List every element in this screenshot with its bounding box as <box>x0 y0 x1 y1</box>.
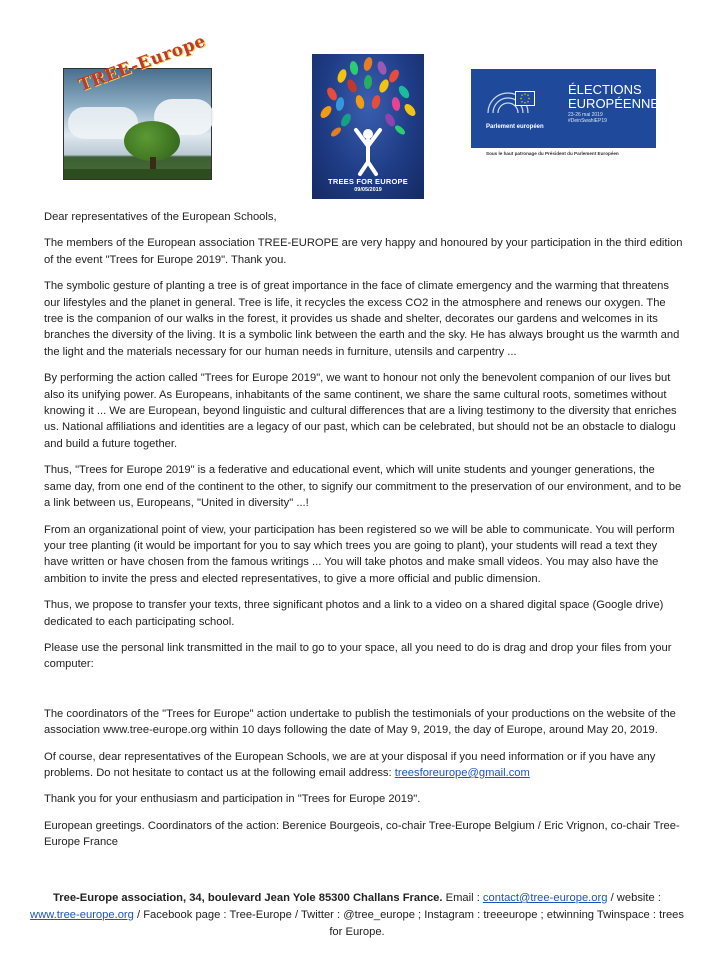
tree-of-leaves-icon <box>312 54 424 179</box>
ground-shape <box>64 169 211 179</box>
tree-europe-logo <box>63 31 212 180</box>
european-elections-banner <box>471 69 668 148</box>
elections-title <box>568 83 668 111</box>
footer-email-link[interactable]: contact@tree-europe.org <box>482 892 608 904</box>
logo2-date: 09/05/2019 <box>354 187 382 193</box>
elections-hashtag: #DeinSwahlEP19 <box>568 118 607 124</box>
paragraph: The symbolic gesture of planting a tree is of great importance in the face of climate emergency and the warming that threatens our lifestyles and the planet in general. Tree is life, it recycles the excess CO2 in the atmosphere and renews our oxygen. The tree is the companion of our walks in the forest, it provides us shade and shelter, decorates our gardens and welcomes in its branches the diversity of the living. It is a symbolic link between the earth and the sky. He has always brought us the warmth and the light and the materials necessary for our human needs in furniture, utensils and carpentry ... <box>44 280 680 358</box>
coordinators-paragraph: The coordinators of the "Trees for Europe" action undertake to publish the testimonials of your productions on the website of the association www.tree-europe.org within 10 days following the date of May 9, 2019, the day of Europe, around May 20, 2019. <box>44 707 676 737</box>
contact-text: Of course, dear representatives of the European Schools, we are at your disposal if you need information or if you have any problems. Do not hesitate to contact us at the following email address: <box>44 750 656 779</box>
contact-email-link[interactable]: treesforeurope@gmail.com <box>394 766 530 779</box>
tree-trunk-icon <box>150 157 156 169</box>
salutation: Dear representatives of the European Schools, <box>44 211 277 223</box>
elections-line1: ÉLECTIONS <box>568 82 642 97</box>
eu-flag-icon <box>515 91 535 106</box>
contact-paragraph <box>44 749 684 782</box>
footer-website-label: / website : <box>610 892 661 904</box>
greetings-line: European greetings. Coordinators of the action: Berenice Bourgeois, co-chair Tree-Europe Belgium / Eric Vrignon, co-chair Tree-Europe France <box>44 819 680 849</box>
logo2-title: TREES FOR EUROPE <box>328 177 408 186</box>
footer-email-label: Email : <box>445 892 480 904</box>
elections-line2: EUROPÉENNES <box>568 96 668 111</box>
elections-dates <box>568 112 607 124</box>
letter-body <box>44 209 684 851</box>
patronage-caption: Sous le haut patronage du Président du Parlement Européen <box>486 151 619 156</box>
footer-social-text: / Facebook page : Tree-Europe / Twitter : @tree_europe ; Instagram : treeeurope ; etwinning Twinspace : trees for Europe. <box>136 909 684 938</box>
paragraph: From an organizational point of view, your participation has been registered so we will be able to communicate. You will perform your tree planting (it would be important for you to say which trees you are going to plant), your students will read a text they have written or have chosen from the famous writings ... You will take photos and make small videos. You may also have the ambition to invite the press and elected representatives, to give a more official and public dimension. <box>44 523 675 585</box>
thanks-line: Thank you for your enthusiasm and participation in "Trees for Europe 2019". <box>44 793 421 806</box>
logo-title: TREE-Europe <box>76 31 209 96</box>
paragraph: By performing the action called "Trees for Europe 2019", we want to honour not only the benevolent companion of our lives but also its unifying power. As Europeans, inhabitants of the same continent, we share the same cultural roots, sometimes without knowing it ... We are European, beyond linguistic and cultural differences that are a living testimony to the diversity that enriches us. National affiliations and identities are a legacy of our past, which can be celebrated, but should not be an obstacle to dialogu and build a future together. <box>44 372 677 450</box>
paragraph: Thus, "Trees for Europe 2019" is a federative and educational event, which will unite students and younger generations, the same day, from one end of the continent to the other, to signify our commitment to the preservation of our environment, and to be a link between us, Europeans, "United in diversity" ...! <box>44 464 682 510</box>
footer-address: Tree-Europe association, 34, boulevard Jean Yole 85300 Challans France. <box>53 892 443 904</box>
paragraph: Please use the personal link transmitted in the mail to go to your space, all you need to do is drag and drop your files from your computer: <box>44 641 672 671</box>
tree-crown-icon <box>124 121 180 161</box>
trees-for-europe-logo <box>312 54 424 199</box>
parliament-label: Parlement européen <box>486 124 544 130</box>
paragraph: Thus, we propose to transfer your texts, three significant photos and a link to a video on a shared digital space (Google drive) dedicated to each participating school. <box>44 599 664 628</box>
elections-dates-text: 23-26 mai 2019 <box>568 112 603 118</box>
footer <box>30 890 684 941</box>
footer-website-link[interactable]: www.tree-europe.org <box>30 909 134 921</box>
paragraph: The members of the European association TREE-EUROPE are very happy and honoured by your participation in the third edition of the event "Trees for Europe 2019". Thank you. <box>44 237 683 266</box>
